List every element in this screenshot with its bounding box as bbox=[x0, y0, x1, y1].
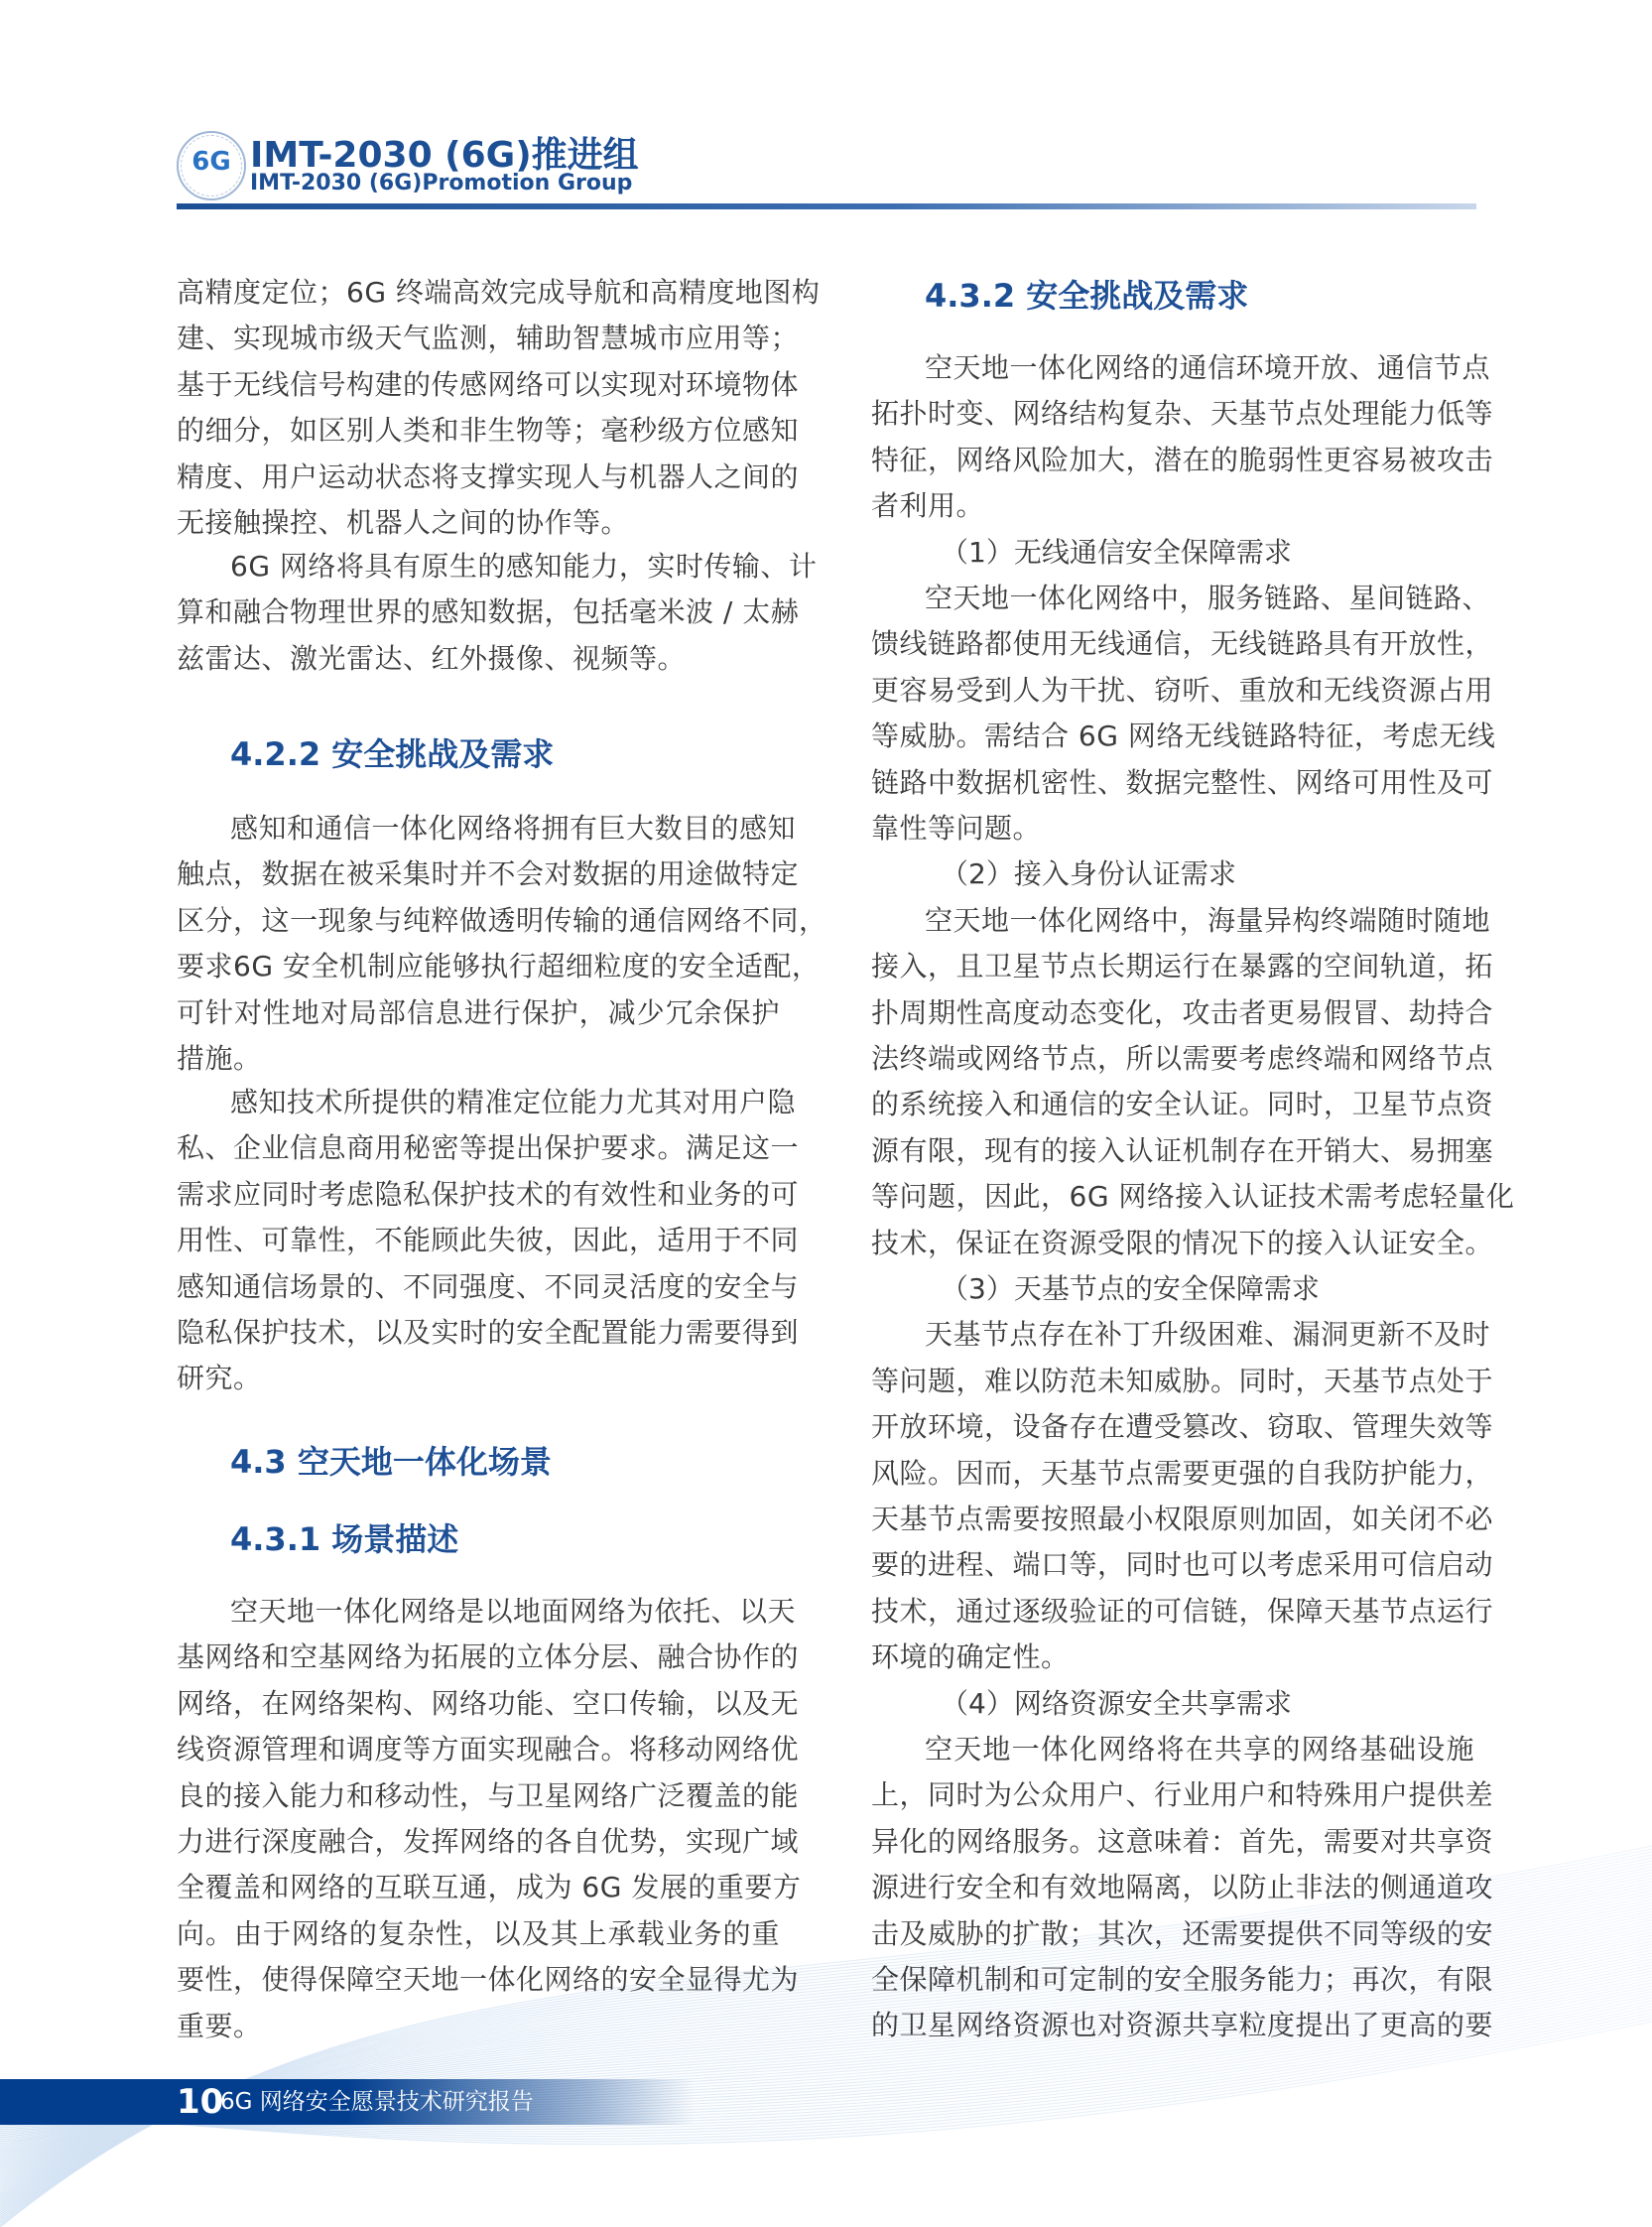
paragraph-line: 空天地一体化网络中，海量异构终端随时随地 bbox=[925, 903, 1491, 937]
paragraph-line: 网络，在网络架构、网络功能、空口传输，以及无 bbox=[177, 1686, 800, 1720]
paragraph-line: 源有限，现有的接入认证机制存在开销大、易拥塞 bbox=[871, 1133, 1494, 1167]
paragraph-line: 技术，保证在资源受限的情况下的接入认证安全。 bbox=[871, 1226, 1494, 1259]
paragraph bbox=[871, 576, 1496, 852]
subsection-title bbox=[871, 1681, 1474, 1727]
paragraph bbox=[177, 1589, 802, 2049]
paragraph-line: 拓扑时变、网络结构复杂、天基节点处理能力低等 bbox=[871, 397, 1494, 431]
paragraph-line: 算和融合物理世界的感知数据，包括毫米波 / 太赫 bbox=[177, 595, 800, 629]
paragraph bbox=[871, 1727, 1494, 2049]
paragraph-line: 扑周期性高度动态变化，攻击者更易假冒、劫持合 bbox=[871, 995, 1494, 1029]
paragraph-line: 感知通信场景的、不同强度、不同灵活度的安全与 bbox=[177, 1269, 800, 1303]
paragraph-line: 基网络和空基网络为拓展的立体分层、融合协作的 bbox=[177, 1640, 800, 1674]
paragraph-line: 等问题，难以防范未知威胁。同时，天基节点处于 bbox=[871, 1364, 1494, 1397]
paragraph-line: 空天地一体化网络的通信环境开放、通信节点 bbox=[925, 351, 1491, 384]
paragraph-line: 要性，使得保障空天地一体化网络的安全显得尤为 bbox=[177, 1963, 800, 1997]
section-heading bbox=[177, 1439, 780, 1485]
paragraph-line: 需求应同时考虑隐私保护技术的有效性和业务的可 bbox=[177, 1177, 800, 1211]
paragraph-line: 要的进程、端口等，同时也可以考虑采用可信启动 bbox=[871, 1548, 1494, 1582]
paragraph-line: 线资源管理和调度等方面实现融合。将移动网络优 bbox=[177, 1733, 800, 1767]
paragraph-line: 风险。因而，天基节点需要更强的自我防护能力， bbox=[871, 1456, 1494, 1490]
header-title: IMT-2030 (6G)推进组 bbox=[250, 135, 639, 176]
subsection-title bbox=[871, 530, 1474, 576]
paragraph-line: 者利用。 bbox=[871, 489, 985, 523]
paragraph-line: 特征，网络风险加大，潜在的脆弱性更容易被攻击 bbox=[871, 443, 1494, 476]
section-heading-text: 4.3.2 安全挑战及需求 bbox=[925, 277, 1249, 315]
paragraph-line: 重要。 bbox=[177, 2009, 262, 2042]
page-number: 10 bbox=[177, 2082, 224, 2122]
paragraph-line: 靠性等问题。 bbox=[871, 811, 1042, 845]
page-footer bbox=[0, 2079, 695, 2125]
paragraph-line: 无接触操控、机器人之间的协作等。 bbox=[177, 505, 630, 539]
section-heading bbox=[177, 1516, 780, 1562]
paragraph-line: 上，同时为公众用户、行业用户和特殊用户提供差 bbox=[871, 1778, 1494, 1812]
paragraph-line: 等问题，因此，6G 网络接入认证技术需考虑轻量化 bbox=[871, 1180, 1515, 1214]
paragraph-line: 环境的确定性。 bbox=[871, 1640, 1070, 1674]
paragraph-line: 良的接入能力和移动性，与卫星网络广泛覆盖的能 bbox=[177, 1778, 800, 1812]
paragraph-line: 向。由于网络的复杂性，以及其上承载业务的重 bbox=[177, 1916, 780, 1950]
paragraph-line: 高精度定位；6G 终端高效完成导航和高精度地图构 bbox=[177, 276, 821, 309]
paragraph-line: 击及威胁的扩散；其次，还需要提供不同等级的安 bbox=[871, 1916, 1494, 1950]
header-subtitle: IMT-2030 (6G)Promotion Group bbox=[250, 171, 633, 196]
paragraph-line: 的系统接入和通信的安全认证。同时，卫星节点资 bbox=[871, 1088, 1494, 1121]
paragraph-line: 等威胁。需结合 6G 网络无线链路特征，考虑无线 bbox=[871, 720, 1496, 753]
paragraph-line: 私、企业信息商用秘密等提出保护要求。满足这一 bbox=[177, 1131, 800, 1165]
paragraph-line: 用性、可靠性，不能顾此失彼，因此，适用于不同 bbox=[177, 1224, 800, 1257]
subsection-title bbox=[871, 852, 1474, 897]
paragraph-line: 接入，且卫星节点长期运行在暴露的空间轨道，拓 bbox=[871, 950, 1494, 983]
paragraph-line: 基于无线信号构建的传感网络可以实现对环境物体 bbox=[177, 367, 800, 401]
paragraph bbox=[871, 898, 1515, 1266]
paragraph-line: 感知技术所提供的精准定位能力尤其对用户隐 bbox=[230, 1086, 797, 1118]
section-heading-text: 4.2.2 安全挑战及需求 bbox=[230, 735, 555, 773]
paragraph-line: 研究。 bbox=[177, 1362, 262, 1395]
paragraph-line: 全覆盖和网络的互联互通，成为 6G 发展的重要方 bbox=[177, 1871, 802, 1904]
paragraph-line: 的卫星网络资源也对资源共享粒度提出了更高的要 bbox=[871, 2009, 1494, 2042]
paragraph-line: 源进行安全和有效地隔离，以防止非法的侧通道攻 bbox=[871, 1871, 1494, 1904]
paragraph-line: 区分，这一现象与纯粹做透明传输的通信网络不同， bbox=[177, 903, 827, 937]
subsection-title-text: （4）网络资源安全共享需求 bbox=[941, 1686, 1292, 1720]
paragraph bbox=[871, 345, 1494, 530]
paragraph bbox=[177, 1080, 800, 1402]
paragraph-line: 感知和通信一体化网络将拥有巨大数目的感知 bbox=[230, 812, 797, 845]
paragraph-line: 法终端或网络节点，所以需要考虑终端和网络节点 bbox=[871, 1041, 1494, 1075]
paragraph-line: 空天地一体化网络是以地面网络为依托、以天 bbox=[230, 1595, 797, 1628]
paragraph-line: 全保障机制和可定制的安全服务能力；再次，有限 bbox=[871, 1962, 1494, 1996]
paragraph bbox=[177, 270, 821, 546]
paragraph bbox=[177, 544, 818, 682]
paragraph-line: 技术，通过逐级验证的可信链，保障天基节点运行 bbox=[871, 1594, 1494, 1628]
paragraph-line: 要求6G 安全机制应能够执行超细粒度的安全适配， bbox=[177, 950, 821, 983]
logo-6g-text: 6G bbox=[191, 147, 231, 177]
section-heading bbox=[177, 731, 780, 777]
paragraph-line: 触点，数据在被采集时并不会对数据的用途做特定 bbox=[177, 857, 800, 891]
page-header bbox=[177, 127, 1476, 216]
section-heading-text: 4.3.1 场景描述 bbox=[230, 1520, 459, 1558]
subsection-title-text: （1）无线通信安全保障需求 bbox=[941, 535, 1292, 569]
paragraph-line: 空天地一体化网络将在共享的网络基础设施 bbox=[925, 1733, 1474, 1766]
paragraph-line: 空天地一体化网络中，服务链路、星间链路、 bbox=[925, 582, 1491, 614]
section-heading-text: 4.3 空天地一体化场景 bbox=[230, 1443, 552, 1481]
paragraph bbox=[177, 806, 827, 1082]
paragraph-line: 可针对性地对局部信息进行保护，减少冗余保护 bbox=[177, 995, 780, 1029]
paragraph-line: 兹雷达、激光雷达、红外摄像、视频等。 bbox=[177, 641, 687, 675]
paragraph-line: 馈线链路都使用无线通信，无线链路具有开放性， bbox=[871, 627, 1494, 661]
subsection-title-text: （3）天基节点的安全保障需求 bbox=[941, 1272, 1320, 1305]
paragraph bbox=[871, 1312, 1494, 1680]
footer-report-title: 6G 网络安全愿景技术研究报告 bbox=[220, 2089, 534, 2115]
paragraph-line: 链路中数据机密性、数据完整性、网络可用性及可 bbox=[871, 765, 1494, 799]
header-divider bbox=[177, 203, 1476, 209]
paragraph-line: 天基节点需要按照最小权限原则加固，如关闭不必 bbox=[871, 1502, 1494, 1535]
paragraph-line: 的细分，如区别人类和非生物等；毫秒级方位感知 bbox=[177, 414, 800, 448]
paragraph-line: 天基节点存在补丁升级困难、漏洞更新不及时 bbox=[925, 1318, 1491, 1352]
imt2030-logo bbox=[177, 131, 246, 200]
paragraph-line: 异化的网络服务。这意味着：首先，需要对共享资 bbox=[871, 1824, 1494, 1858]
paragraph-line: 精度、用户运动状态将支撑实现人与机器人之间的 bbox=[177, 459, 800, 493]
paragraph-line: 6G 网络将具有原生的感知能力，实时传输、计 bbox=[230, 550, 818, 583]
subsection-title bbox=[871, 1266, 1474, 1312]
paragraph-line: 措施。 bbox=[177, 1041, 262, 1075]
paragraph-line: 隐私保护技术，以及实时的安全配置能力需要得到 bbox=[177, 1315, 800, 1349]
paragraph-line: 力进行深度融合，发挥网络的各自优势，实现广域 bbox=[177, 1824, 800, 1858]
paragraph-line: 建、实现城市级天气监测，辅助智慧城市应用等； bbox=[177, 322, 800, 355]
paragraph-line: 开放环境，设备存在遭受篡改、窃取、管理失效等 bbox=[871, 1410, 1494, 1444]
paragraph-line: 更容易受到人为干扰、窃听、重放和无线资源占用 bbox=[871, 673, 1494, 707]
subsection-title-text: （2）接入身份认证需求 bbox=[941, 857, 1236, 891]
section-heading bbox=[871, 273, 1474, 319]
